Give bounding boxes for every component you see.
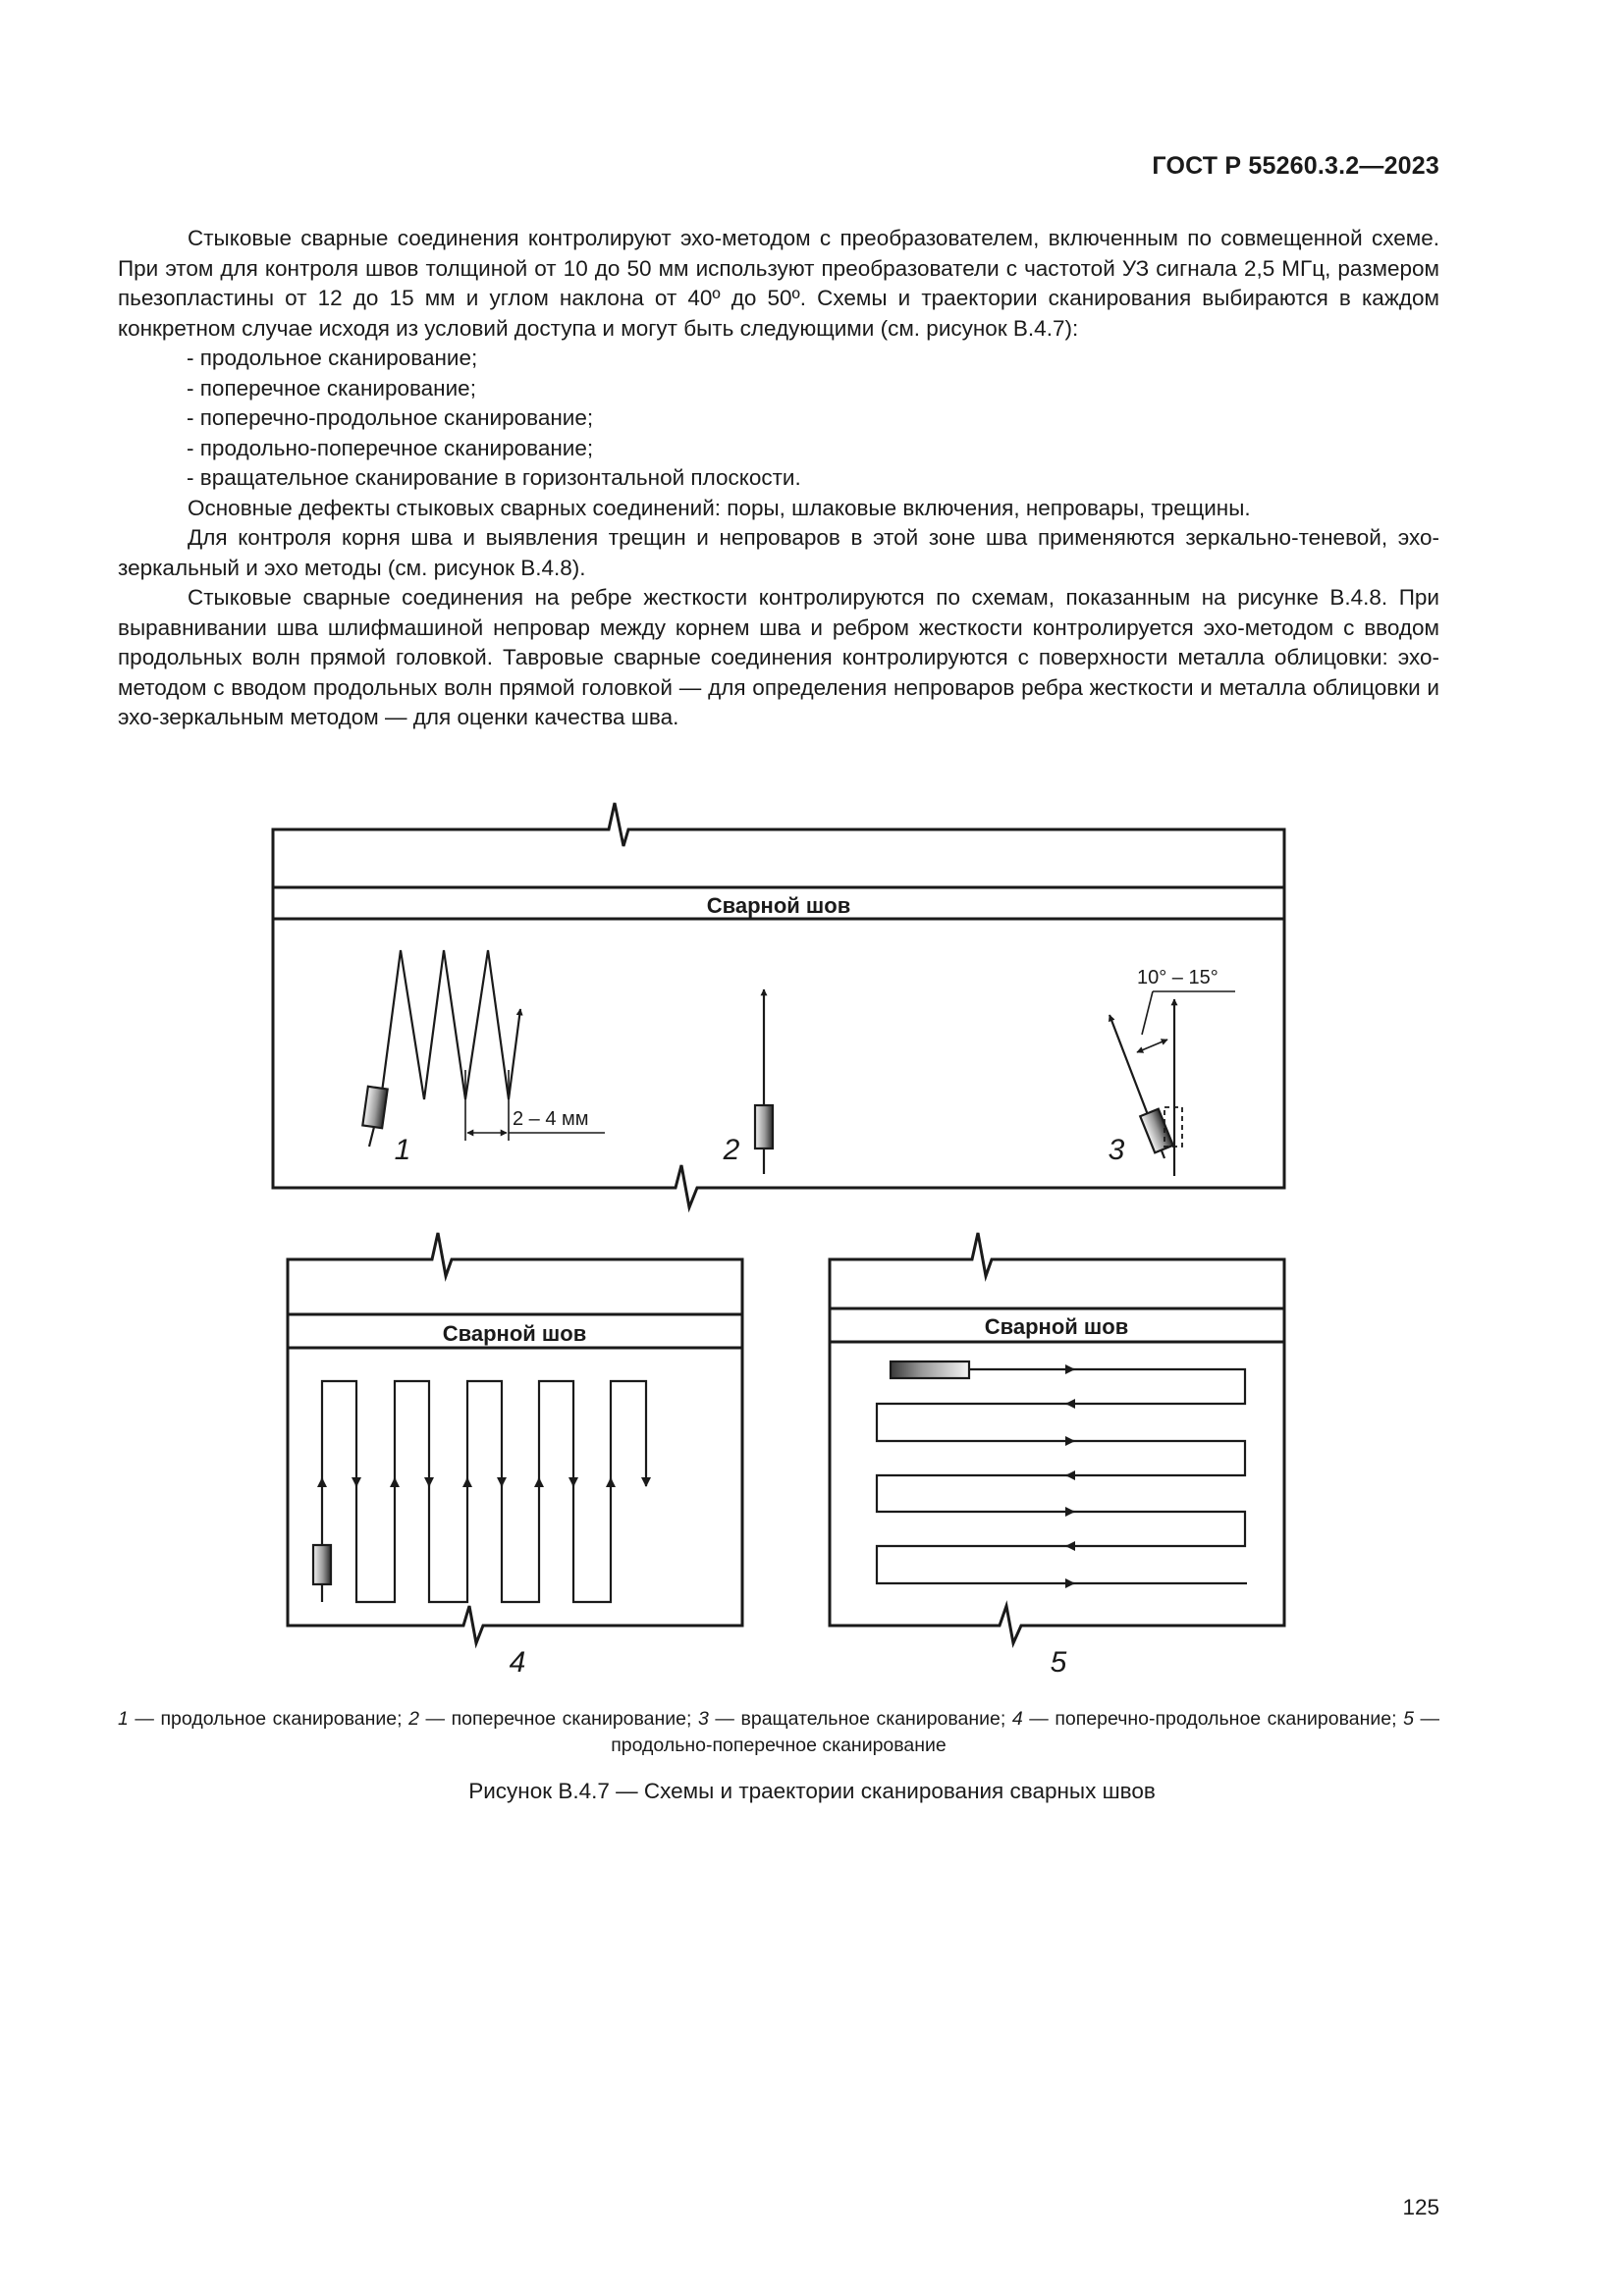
legend-number: 1 bbox=[118, 1708, 129, 1730]
panel-top bbox=[273, 803, 1284, 1207]
legend-number: 2 bbox=[408, 1708, 419, 1730]
figure-b47 bbox=[0, 775, 1624, 1679]
paragraph-3: Для контроля корня шва и выявления трещин и непроваров в этой зоне шва применяются зеркально-теневой, эхо-зеркальный и эхо методы (см. рисунок В.4.8). bbox=[118, 525, 1439, 580]
probe-icon bbox=[755, 1105, 773, 1148]
probe-icon bbox=[362, 1087, 387, 1128]
weld-label: Сварной шов bbox=[984, 1314, 1129, 1339]
scheme-4-trajectory bbox=[322, 1381, 646, 1602]
list-item: - поперечно-продольное сканирование; bbox=[187, 405, 594, 430]
scheme-3-trajectory bbox=[1110, 991, 1235, 1176]
legend-text: — поперечно-продольное сканирование; bbox=[1022, 1708, 1404, 1730]
scheme-5-trajectory bbox=[877, 1369, 1247, 1583]
figure-caption: Рисунок В.4.7 — Схемы и траектории сканирования сварных швов bbox=[468, 1779, 1156, 1803]
legend-text: — поперечное сканирование; bbox=[418, 1708, 698, 1730]
probe-icon bbox=[891, 1362, 969, 1378]
paragraph-2: Основные дефекты стыковых сварных соединений: поры, шлаковые включения, непровары, трещины. bbox=[188, 495, 1251, 520]
document-header: ГОСТ Р 55260.3.2—2023 bbox=[1152, 152, 1439, 180]
scheme-label-1: 1 bbox=[394, 1134, 411, 1166]
scheme-label-2: 2 bbox=[723, 1134, 740, 1166]
legend-number: 3 bbox=[698, 1708, 709, 1730]
scheme-label-3: 3 bbox=[1108, 1134, 1125, 1166]
paragraph-1: Стыковые сварные соединения контролируют эхо-методом с преобразователем, включенным по совмещенной схеме. При этом для контроля швов толщиной от 10 до 50 мм используют преобразователи с частотой УЗ сигнала 2,5 МГц, размером пьезопластины от 12 до 15 мм и углом наклона от 40º до 50º. Схемы и траектории сканирования выбираются в каждом конкретном случае исходя из условий доступа и могут быть следующими (см. рисунок В.4.7): bbox=[118, 226, 1439, 341]
scanning-schemes-diagram bbox=[0, 775, 1624, 1679]
list-item: - вращательное сканирование в горизонтальной плоскости. bbox=[187, 465, 801, 490]
probe-icon bbox=[313, 1545, 331, 1584]
list-item: - продольное сканирование; bbox=[187, 346, 478, 370]
dimension-step bbox=[465, 1070, 605, 1141]
legend-number: 4 bbox=[1011, 1708, 1023, 1730]
list-item: - продольно-поперечное сканирование; bbox=[187, 435, 594, 460]
legend-text: — продольное сканирование; bbox=[128, 1708, 409, 1730]
page-number: 125 bbox=[1402, 2195, 1439, 2219]
dimension-angle-label: 10° – 15° bbox=[1137, 967, 1218, 988]
list-item: - поперечное сканирование; bbox=[187, 375, 476, 400]
legend-text: — продольно-поперечное сканирование bbox=[611, 1708, 1439, 1756]
body-text bbox=[118, 224, 1439, 733]
dimension-step-label: 2 – 4 мм bbox=[513, 1108, 589, 1130]
probe-icon bbox=[1140, 1107, 1182, 1152]
legend-text: — вращательное сканирование; bbox=[708, 1708, 1012, 1730]
figure-legend bbox=[118, 1706, 1439, 1759]
scheme-label-4: 4 bbox=[509, 1646, 526, 1679]
scheme-label-5: 5 bbox=[1050, 1646, 1067, 1679]
panel-5 bbox=[830, 1233, 1284, 1643]
weld-label: Сварной шов bbox=[706, 893, 851, 918]
weld-label: Сварной шов bbox=[442, 1321, 587, 1346]
scheme-1-trajectory bbox=[369, 950, 520, 1147]
paragraph-4: Стыковые сварные соединения на ребре жесткости контролируются по схемам, показанным на рисунке В.4.8. При выравнивании шва шлифмашиной непровар между корнем шва и ребром жесткости контролируется эхо-методом с вводом продольных волн прямой головкой. Тавровые сварные соединения контролируются с поверхности металла облицовки: эхо-методом с вводом продольных волн прямой головкой — для определения непроваров ребра жесткости и металла облицовки и эхо-зеркальным методом — для оценки качества шва. bbox=[118, 585, 1439, 729]
legend-number: 5 bbox=[1403, 1708, 1414, 1730]
